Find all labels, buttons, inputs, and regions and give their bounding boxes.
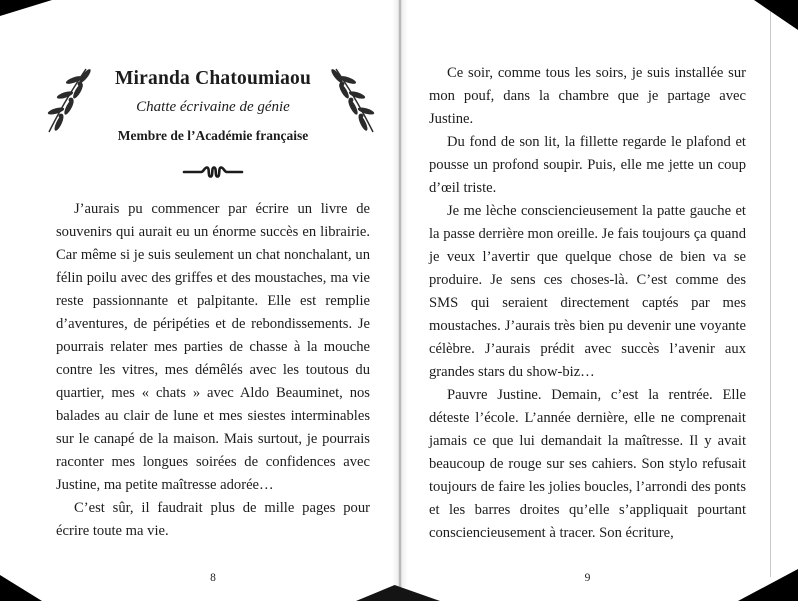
photo-corner-bottom-left <box>0 575 42 601</box>
page-number-right: 9 <box>584 572 591 584</box>
paragraph: Ce soir, comme tous les soirs, je suis installée sur mon pouf, dans la chambre que je partage avec Justine. <box>429 65 746 127</box>
paragraph: Pauvre Justine. Demain, c’est la rentrée. Elle déteste l’école. L’année dernière, elle ne comprenait jamais ce que lui demandait la maîtresse. Il y avait beaucoup de rouge sur ses cahiers. Son stylo refusait toujours de faire les jolies boucles, l’arrondi des ponts et les barres droites qu’elle s’appliquait pourtant consciencieusement à tracer. Son écriture, <box>429 387 746 541</box>
page-edge-line <box>770 6 771 577</box>
chapter-subtitle: Chatte écrivaine de génie <box>136 99 290 115</box>
right-page-body <box>429 62 746 545</box>
chapter-affiliation: Membre de l’Académie française <box>117 128 309 143</box>
olive-branch-left-icon <box>40 64 92 136</box>
photo-corner-top-left <box>0 0 52 16</box>
paragraph: Du fond de son lit, la fillette regarde le plafond et pousse un profond soupir. Puis, elle me jette un coup d’œil triste. <box>429 134 746 196</box>
left-page-body <box>56 198 370 543</box>
paragraph: C’est sûr, il faudrait plus de mille pages pour écrire toute ma vie. <box>56 500 370 539</box>
page-gutter-line <box>399 0 401 587</box>
page-number-left: 8 <box>210 572 216 584</box>
paragraph: J’aurais pu commencer par écrire un livre de souvenirs qui aurait eu un énorme succès en librairie. Car même si je suis seulement un chat nonchalant, un félin poilu avec des griffes et des moustaches, ma vie reste passionnante et palpitante. Elle est remplie d’aventures, de péripéties et de rebondissements. Je pourrais relater mes parties de chasse à la mouche contre les vitres, mes démêlés avec les toutous du quartier, mes « chats » avec Aldo Beauminet, nos balades au clair de lune et mes siestes interminables sur le canapé de la maison. Mais surtout, je pourrais raconter mes longues soirées de confidences avec Justine, ma petite maîtresse adorée… <box>56 201 370 493</box>
photo-corner-top-right <box>754 0 798 30</box>
olive-branch-right-icon <box>330 64 382 136</box>
chapter-header <box>56 68 370 144</box>
squiggle-divider-icon <box>56 164 370 180</box>
photo-corner-bottom-right <box>738 569 798 601</box>
page-right <box>429 0 746 601</box>
chapter-title: Miranda Chatoumiaou <box>114 68 312 89</box>
page-left <box>56 0 370 601</box>
paragraph: Je me lèche consciencieusement la patte gauche et la passe derrière mon oreille. Je fais toujours ça quand je veux l’avertir que quelque chose de bien va se produire. Je sens ces choses-là. C’est comme des SMS qui seraient directement captés par mes moustaches. J’aurais très bien pu devenir une voyante célèbre. J’aurais prédit avec succès l’avenir aux grandes stars du show-biz… <box>429 203 746 380</box>
